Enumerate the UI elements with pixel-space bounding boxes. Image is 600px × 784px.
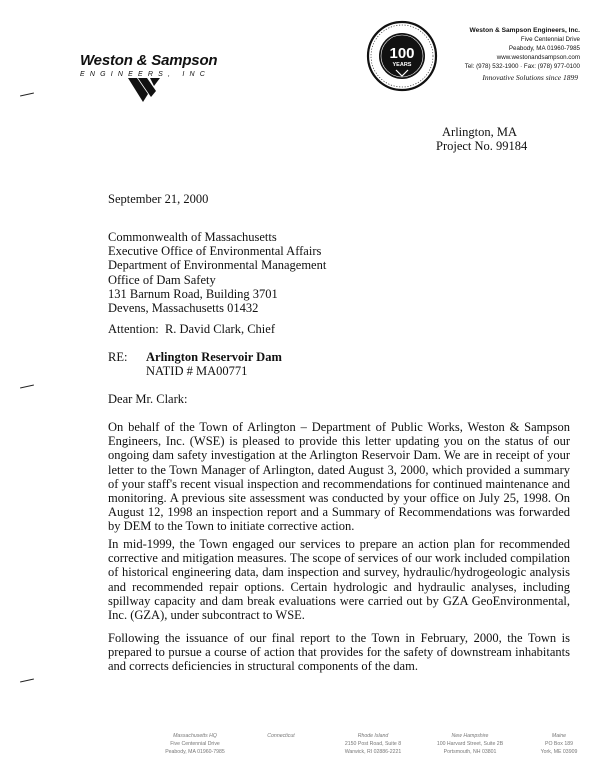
body-paragraph: On behalf of the Town of Arlington – Department of Public Works, Weston & Sampson Engineers, Inc. (WSE) is pleased to provide this letter updating you on the status of our ongoing dam safety investigation at the Arlington Reservoir Dam. We are in receipt of your letter to the Town Manager of Arlington, dated August 3, 2000, which provided a summary of your staff's recent visual inspection and recommendations for continued maintenance and monitoring. A previous site assessment was conducted by your office on July 25, 1998. On August 12, 1998 an inspection report and a Summary of Recommendations was forwarded by DEM to the Town to initiate corrective action. — [108, 420, 570, 534]
recipient-address — [108, 230, 326, 315]
location: Arlington, MA — [442, 125, 517, 139]
margin-mark — [20, 93, 34, 97]
recipient-line: Office of Dam Safety — [108, 272, 216, 287]
project-number: Project No. 99184 — [436, 139, 528, 154]
seal-number: 100 — [389, 45, 415, 62]
seal-years: YEARS — [392, 62, 412, 68]
footer-office-line: PO Box 189 — [545, 741, 573, 747]
footer-office — [246, 732, 316, 740]
location-block — [436, 125, 528, 154]
re-label: RE: — [108, 350, 128, 364]
attention-line: Attention: R. David Clark, Chief — [108, 322, 275, 336]
recipient-line: Commonwealth of Massachusetts — [108, 230, 277, 244]
company-address-1: Five Centennial Drive — [520, 36, 580, 43]
letter-date: September 21, 2000 — [108, 192, 209, 206]
recipient-line: 131 Barnum Road, Building 3701 — [108, 286, 278, 301]
footer-office-line: 100 Harvard Street, Suite 2B — [436, 741, 504, 747]
company-contact-block — [465, 26, 580, 71]
body-paragraph: In mid-1999, the Town engaged our services to prepare an action plan for recommended corrective and mitigation measures. The scope of services of our work included compilation of historical engineering data, dam inspection and survey, hydraulic/hydrogeologic analysis and recommended repair options. Certain hydrologic and hydraulic analyses, including spillway capacity and dam break evaluations were carried out by GZA GeoEnvironmental, Inc. (GZA), under subcontract to WSE. — [108, 537, 570, 623]
footer-office-name: Massachusetts HQ — [173, 733, 217, 739]
footer-office — [330, 732, 416, 756]
centennial-seal — [366, 20, 438, 92]
footer-office-name: Maine — [551, 733, 567, 739]
footer-office-line: 2150 Post Road, Suite 8 — [344, 741, 402, 747]
company-name: Weston & Sampson Engineers, Inc. — [469, 27, 580, 34]
company-phone: Tel: (978) 532-1900 · Fax: (978) 977-0100 — [464, 63, 580, 70]
salutation: Dear Mr. Clark: — [108, 392, 188, 406]
company-website: www.westonandsampson.com — [496, 54, 580, 61]
recipient-line: Department of Environmental Management — [108, 258, 327, 273]
margin-mark — [20, 679, 34, 683]
company-logo-mark — [128, 78, 160, 102]
company-address-2: Peabody, MA 01960-7985 — [508, 45, 580, 52]
body-paragraph: Following the issuance of our final report to the Town in February, 2000, the Town is prepared to pursue a course of action that provides for the safety of downstream inhabitants and corrects deficiencies in structural components of the dam. — [108, 631, 570, 674]
re-title: Arlington Reservoir Dam — [146, 350, 282, 364]
company-logo-name: Weston & Sampson — [80, 52, 218, 69]
company-tagline: Innovative Solutions since 1899 — [482, 73, 578, 82]
footer-office-name: Connecticut — [267, 733, 295, 739]
footer-office-line: Peabody, MA 01960-7985 — [165, 749, 225, 755]
footer-office-name: Rhode Island — [357, 733, 389, 739]
footer-office-name: New Hampshire — [451, 733, 489, 739]
footer-office-line: York, ME 03909 — [540, 749, 578, 755]
footer-offices — [0, 732, 600, 782]
company-logo-subtitle: ENGINEERS, INC — [80, 71, 210, 78]
footer-office-line: Portsmouth, NH 03801 — [443, 749, 497, 755]
footer-office — [424, 732, 516, 756]
footer-office — [150, 732, 240, 756]
recipient-line: Devens, Massachusetts 01432 — [108, 301, 259, 316]
margin-mark — [20, 385, 34, 389]
re-natid: NATID # MA00771 — [146, 364, 248, 378]
recipient-line: Executive Office of Environmental Affairs — [108, 244, 322, 259]
footer-office-line: Warwick, RI 02886-2221 — [344, 749, 402, 755]
footer-office-line: Five Centennial Drive — [170, 741, 220, 747]
footer-office — [528, 732, 590, 756]
